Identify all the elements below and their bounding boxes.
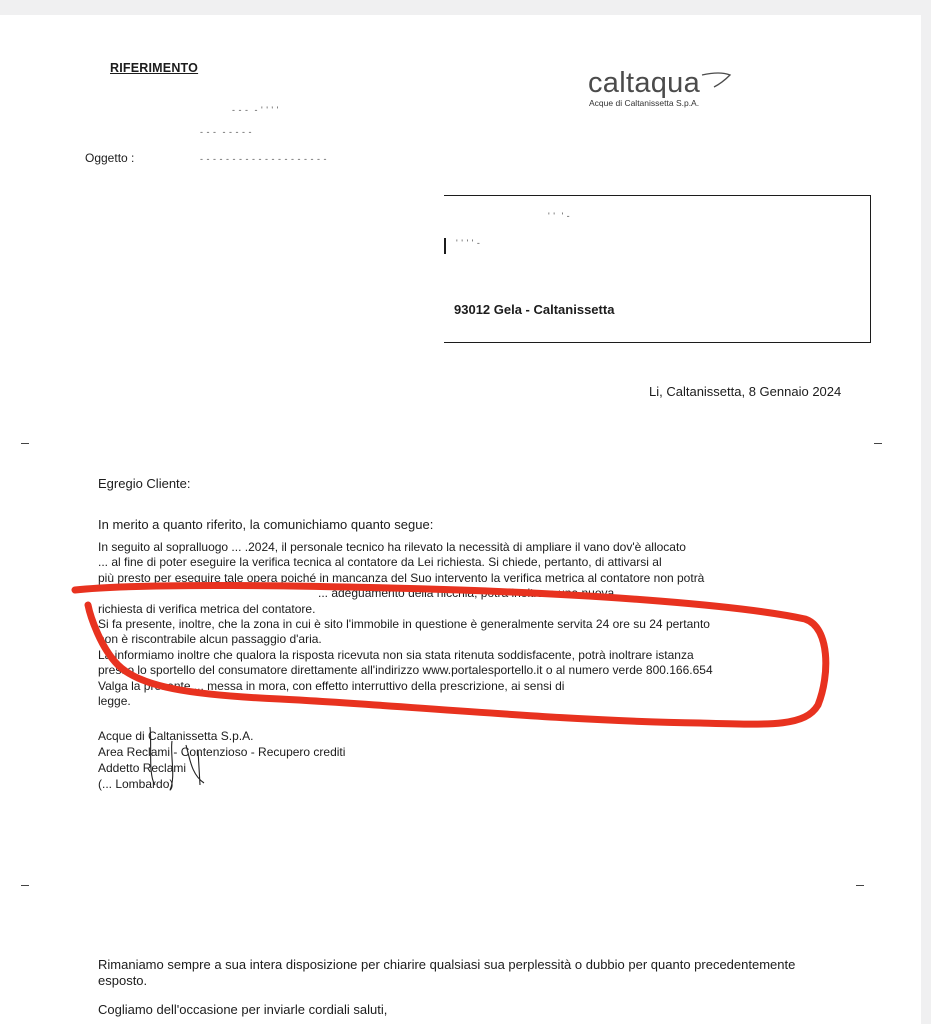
red-highlight-circle: [0, 15, 921, 1024]
redacted-subject: - - - - - - - - - - - - - - - - - - - -: [200, 154, 327, 164]
redacted-recipient-name: ' ' ' -: [548, 211, 571, 221]
signature-line: Acque di Caltanissetta S.p.A.: [98, 729, 254, 743]
farewell-line: Cogliamo dell'occasione per inviarle cordiali saluti,: [98, 1002, 388, 1017]
signature-line: Area Reclami - Contenzioso - Recupero crediti: [98, 745, 346, 759]
body-line: Valga la presente ... messa in mora, con effetto interruttivo della prescrizione, ai sensi di: [98, 678, 565, 693]
body-line: ... adeguamento della nicchia, potrà inoltrare una nuova: [318, 586, 615, 601]
body-line: In seguito al sopralluogo ... .2024, il personale tecnico ha rilevato la necessità di ampliare il vano dov'è allocato: [98, 540, 686, 554]
body-line: ... al fine di poter eseguire la verifica tecnica al contatore da Lei richiesta. Si chiede, pertanto, di attivarsi al: [98, 555, 662, 570]
body-line: legge.: [98, 694, 131, 709]
logo-name: caltaqua: [588, 67, 701, 99]
body-line: La informiamo inoltre che qualora la risposta ricevuta non sia stata ritenuta soddisfacente, potrà inoltrare istanza: [98, 647, 694, 662]
body-line: presso lo sportello del consumatore direttamente all'indirizzo www.portalesportello.it o al numero verde 800.166.654: [98, 663, 713, 678]
closing-paragraph: Rimaniamo sempre a sua intera disposizione per chiarire qualsiasi sua perplessità o dubbio per quanto precedentemente esposto.: [98, 957, 796, 988]
redacted-reference-line: - - - - ' ' ' ': [232, 105, 279, 115]
redacted-reference-line: - - - - - - - -: [200, 127, 252, 137]
body-line: Si fa presente, inoltre, che la zona in cui è sito l'immobile in questione è generalmente servita 24 ore su 24 pertanto: [98, 617, 710, 632]
document-page: [0, 15, 921, 1024]
subject-label: Oggetto :: [85, 151, 135, 165]
intro-line: In merito a quanto riferito, la comunichiamo quanto segue:: [98, 517, 434, 532]
recipient-city: 93012 Gela - Caltanissetta: [454, 302, 615, 317]
redacted-recipient-street: ' ' ' ' -: [456, 238, 481, 248]
signature-line: (... Lombardo): [98, 777, 174, 791]
reference-heading: RIFERIMENTO: [110, 61, 199, 75]
signature-line: Addetto Reclami: [98, 761, 187, 775]
greeting: Egregio Cliente:: [98, 476, 191, 491]
body-line: non è riscontrabile alcun passaggio d'aria.: [98, 632, 322, 647]
body-line: più presto per eseguire tale opera poiché in mancanza del Suo intervento la verifica metrica al contatore non potrà: [98, 570, 705, 585]
logo-subtitle: Acque di Caltanissetta S.p.A.: [589, 98, 700, 108]
body-line: richiesta di verifica metrica del contatore.: [98, 601, 316, 616]
letter-date: Li, Caltanissetta, 8 Gennaio 2024: [649, 384, 842, 399]
